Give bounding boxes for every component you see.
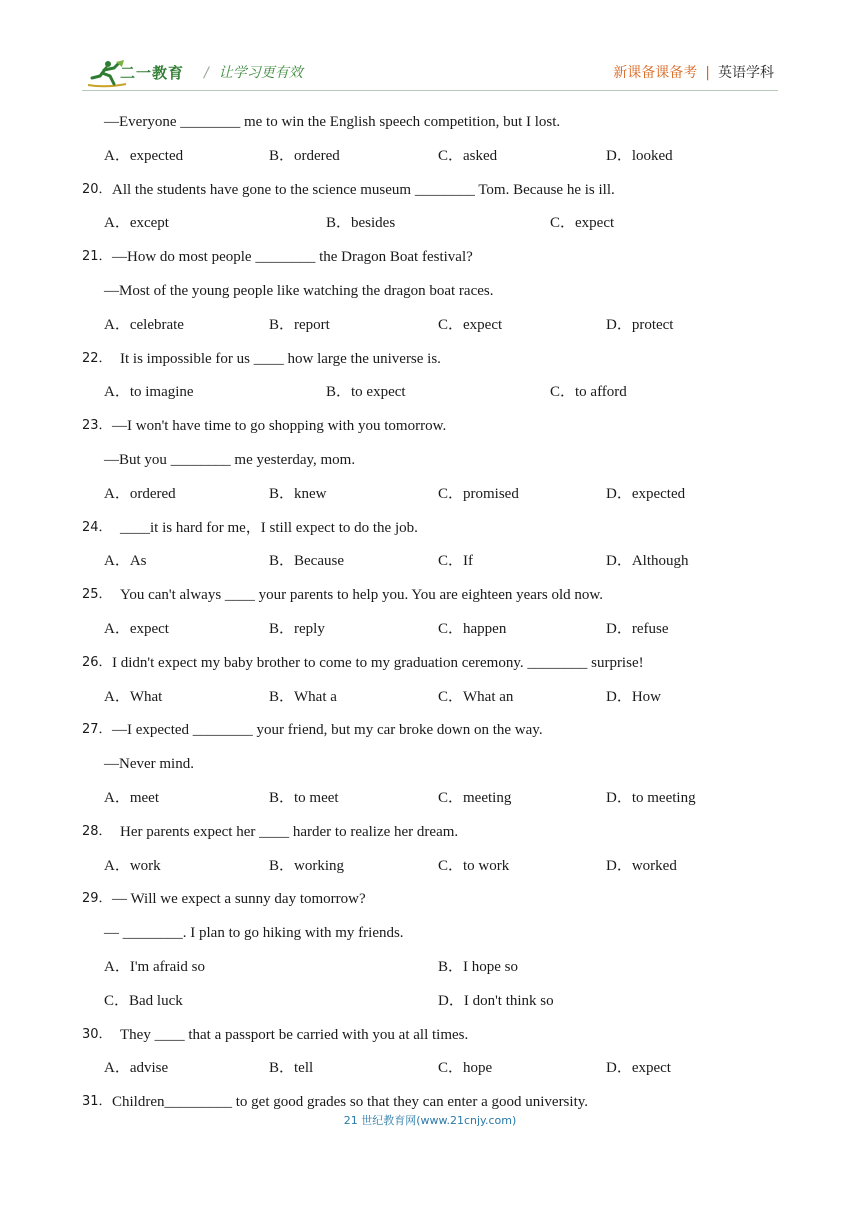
answer-option[interactable]: B．knew	[269, 485, 327, 502]
answer-option[interactable]: C．If	[438, 553, 473, 570]
question-dialogue-line: —Never mind.	[104, 756, 194, 773]
answer-option[interactable]: C．What an	[438, 688, 514, 705]
answer-option[interactable]: C．asked	[438, 147, 498, 164]
answer-option[interactable]: D．Although	[606, 553, 689, 570]
answer-option[interactable]: A．What	[104, 688, 163, 705]
answer-option[interactable]: C．Bad luck	[104, 992, 183, 1009]
question-stem: ____it is hard for me，I still expect to do the job.	[120, 519, 418, 536]
answer-option[interactable]: B．besides	[326, 215, 396, 232]
answer-option[interactable]: C．hope	[438, 1060, 493, 1077]
answer-option[interactable]: A．As	[104, 553, 147, 570]
logo-text: 二一教育	[120, 64, 185, 82]
question-number: 29．	[82, 891, 112, 907]
answer-option[interactable]: A．except	[104, 215, 169, 232]
answer-option[interactable]: B．to meet	[269, 790, 339, 806]
answer-option[interactable]: C．meeting	[438, 790, 512, 806]
answer-option[interactable]: C．to afford	[550, 384, 627, 401]
answer-option[interactable]: A．I'm afraid so	[104, 959, 206, 975]
answer-option[interactable]: A．celebrate	[104, 316, 184, 333]
answer-option[interactable]: B．working	[269, 857, 345, 874]
question-number: 20．	[82, 181, 112, 197]
question-number: 25．	[82, 587, 112, 603]
answer-option[interactable]: B．What a	[269, 688, 337, 705]
answer-option[interactable]: B．ordered	[269, 147, 340, 164]
question-number: 27．	[82, 722, 112, 738]
answer-option[interactable]: D．refuse	[606, 621, 669, 637]
header-course-label: 新课备课备考	[613, 65, 698, 81]
header-right: 新课备课备考 | 英语学科	[613, 65, 774, 81]
question-stem: —How do most people ________ the Dragon Boat festival?	[112, 249, 473, 266]
question-stem: They ____ that a passport be carried with you at all times.	[120, 1026, 469, 1043]
question-stem: I didn't expect my baby brother to come to my graduation ceremony. ________ surprise!	[112, 654, 644, 671]
answer-option[interactable]: B．reply	[269, 621, 325, 637]
answer-option[interactable]: C．expect	[438, 316, 503, 333]
question-stem: — Will we expect a sunny day tomorrow?	[112, 891, 366, 908]
question-dialogue-line: —Most of the young people like watching the dragon boat races.	[104, 283, 494, 299]
page-footer: 21 世纪教育网(www.21cnjy.com)	[343, 1114, 517, 1127]
answer-option[interactable]: A．work	[104, 857, 161, 874]
answer-option[interactable]: B．tell	[269, 1060, 314, 1077]
question-number: 24．	[82, 519, 112, 535]
slogan: / 让学习更有效	[204, 65, 303, 81]
answer-option[interactable]: A．advise	[104, 1060, 169, 1077]
page-header	[0, 0, 860, 100]
answer-option[interactable]: D．expect	[606, 1060, 671, 1077]
answer-option[interactable]: D．protect	[606, 316, 674, 333]
answer-option[interactable]: C．promised	[438, 485, 519, 502]
answer-option[interactable]: D．How	[606, 688, 661, 705]
question-stem: —Everyone ________ me to win the English speech competition, but I lost.	[104, 114, 561, 130]
answer-option[interactable]: A．to imagine	[104, 384, 194, 401]
answer-option[interactable]: C．to work	[438, 857, 510, 874]
question-stem: Her parents expect her ____ harder to realize her dream.	[120, 823, 459, 840]
question-stem: —I won't have time to go shopping with you tomorrow.	[112, 418, 447, 435]
question-number: 22．	[82, 350, 112, 366]
question-stem: It is impossible for us ____ how large the universe is.	[120, 350, 441, 367]
question-stem: You can't always ____ your parents to help you. You are eighteen years old now.	[120, 587, 604, 604]
answer-option[interactable]: A．expected	[104, 147, 184, 164]
answer-option[interactable]: A．meet	[104, 790, 159, 806]
question-number: 28．	[82, 823, 112, 839]
answer-option[interactable]: C．expect	[550, 215, 615, 232]
answer-option[interactable]: A．expect	[104, 621, 169, 637]
question-number: 26．	[82, 654, 112, 670]
question-dialogue-line: —But you ________ me yesterday, mom.	[104, 452, 356, 468]
question-number: 31．	[82, 1094, 112, 1110]
answer-option[interactable]: D．looked	[606, 147, 673, 164]
question-stem: —I expected ________ your friend, but my car broke down on the way.	[112, 722, 543, 739]
answer-option[interactable]: B．Because	[269, 553, 344, 570]
answer-option[interactable]: B．to expect	[326, 384, 406, 401]
answer-option[interactable]: D．expected	[606, 485, 686, 502]
answer-option[interactable]: B．report	[269, 316, 330, 333]
question-dialogue-line: — ________. I plan to go hiking with my friends.	[104, 925, 404, 942]
answer-option[interactable]: B．I hope so	[438, 959, 518, 975]
header-divider	[82, 90, 778, 91]
answer-option[interactable]: A．ordered	[104, 485, 176, 502]
answer-option[interactable]: D．to meeting	[606, 790, 696, 806]
question-number: 23．	[82, 418, 112, 434]
header-subject: 英语学科	[718, 65, 774, 81]
answer-option[interactable]: D．worked	[606, 857, 677, 874]
slogan-text: 让学习更有效	[218, 65, 303, 81]
answer-option[interactable]: D．I don't think so	[438, 992, 554, 1009]
question-number: 30．	[82, 1026, 112, 1042]
question-stem: All the students have gone to the science museum ________ Tom. Because he is ill.	[112, 181, 615, 198]
answer-option[interactable]: C．happen	[438, 621, 507, 637]
question-stem: Children_________ to get good grades so that they can enter a good university.	[112, 1094, 589, 1111]
question-number: 21．	[82, 249, 112, 265]
